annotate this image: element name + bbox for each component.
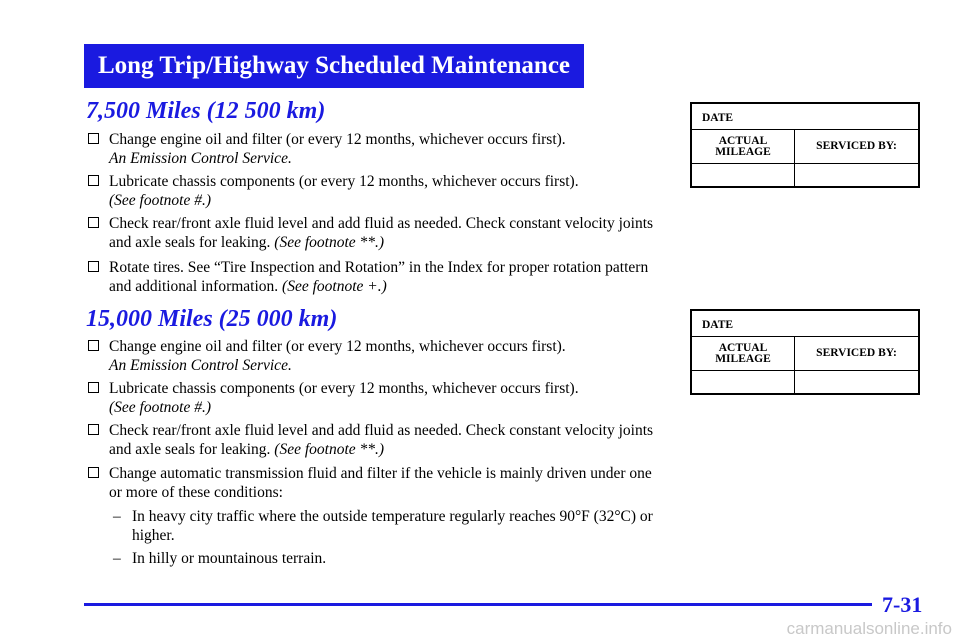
actual-mileage-label: ACTUAL MILEAGE: [692, 337, 795, 370]
watermark: carmanualsonline.info: [786, 619, 952, 638]
maintenance-item: [88, 214, 668, 252]
page-header: [84, 44, 584, 88]
item-note: An Emission Control Service.: [109, 357, 292, 374]
item-note: (See footnote #.): [109, 192, 212, 209]
dash-bullet: –: [113, 550, 121, 567]
item-note: (See footnote **.): [274, 441, 385, 458]
maintenance-item: [88, 172, 668, 210]
section-title-7500: 7,500 Miles (12 500 km): [86, 98, 326, 124]
item-text: Change engine oil and filter (or every 12 months, whichever occurs first).: [109, 131, 566, 148]
mileage-entry-field[interactable]: [692, 164, 795, 186]
serviced-by-entry-field[interactable]: [795, 164, 918, 186]
item-text: Rotate tires. See “Tire Inspection and Rotation” in the Index for proper rotation pattern and additional information.: [109, 259, 649, 295]
maintenance-item: [88, 130, 668, 168]
date-label: DATE: [702, 112, 734, 124]
service-record-box: [690, 102, 920, 188]
checkbox-icon[interactable]: [88, 424, 99, 435]
page-header-title: Long Trip/Highway Scheduled Maintenance: [97, 52, 571, 79]
serviced-by-entry-field[interactable]: [795, 371, 918, 393]
checkbox-icon[interactable]: [88, 340, 99, 351]
checkbox-icon[interactable]: [88, 382, 99, 393]
section-title-15000: 15,000 Miles (25 000 km): [86, 306, 338, 332]
maintenance-item: [88, 464, 668, 502]
date-field[interactable]: [692, 311, 918, 337]
checkbox-icon[interactable]: [88, 175, 99, 186]
mileage-entry-field[interactable]: [692, 371, 795, 393]
maintenance-item: [88, 379, 668, 417]
condition-subitem: [113, 507, 673, 545]
subitem-text: In heavy city traffic where the outside temperature regularly reaches 90°F (32°C) or higher.: [132, 508, 653, 544]
item-note: (See footnote +.): [282, 278, 387, 295]
item-text: Change engine oil and filter (or every 12 months, whichever occurs first).: [109, 338, 566, 355]
item-note: (See footnote **.): [274, 234, 385, 251]
item-text: Change automatic transmission fluid and filter if the vehicle is mainly driven under one or more of these conditions:: [109, 465, 652, 501]
dash-bullet: –: [113, 508, 121, 525]
item-text: Check rear/front axle fluid level and add fluid as needed. Check constant velocity joints and axle seals for leaking.: [109, 422, 654, 458]
serviced-by-label: SERVICED BY:: [816, 347, 897, 359]
item-text: Check rear/front axle fluid level and add fluid as needed. Check constant velocity joints and axle seals for leaking.: [109, 215, 654, 251]
date-field[interactable]: [692, 104, 918, 130]
item-text: Lubricate chassis components (or every 12 months, whichever occurs first).: [109, 173, 579, 190]
footer-divider: [84, 603, 872, 606]
checkbox-icon[interactable]: [88, 217, 99, 228]
service-record-box: [690, 309, 920, 395]
subitem-text: In hilly or mountainous terrain.: [132, 550, 327, 567]
item-text: Lubricate chassis components (or every 12 months, whichever occurs first).: [109, 380, 579, 397]
maintenance-item: [88, 337, 668, 375]
checkbox-icon[interactable]: [88, 261, 99, 272]
maintenance-item: [88, 258, 668, 296]
item-note: An Emission Control Service.: [109, 150, 292, 167]
condition-subitem: [113, 549, 673, 568]
maintenance-item: [88, 421, 668, 459]
page-number: 7-31: [882, 592, 923, 617]
item-note: (See footnote #.): [109, 399, 212, 416]
checkbox-icon[interactable]: [88, 133, 99, 144]
checkbox-icon[interactable]: [88, 467, 99, 478]
actual-mileage-label: ACTUAL MILEAGE: [692, 130, 795, 163]
date-label: DATE: [702, 319, 734, 331]
serviced-by-label: SERVICED BY:: [816, 140, 897, 152]
